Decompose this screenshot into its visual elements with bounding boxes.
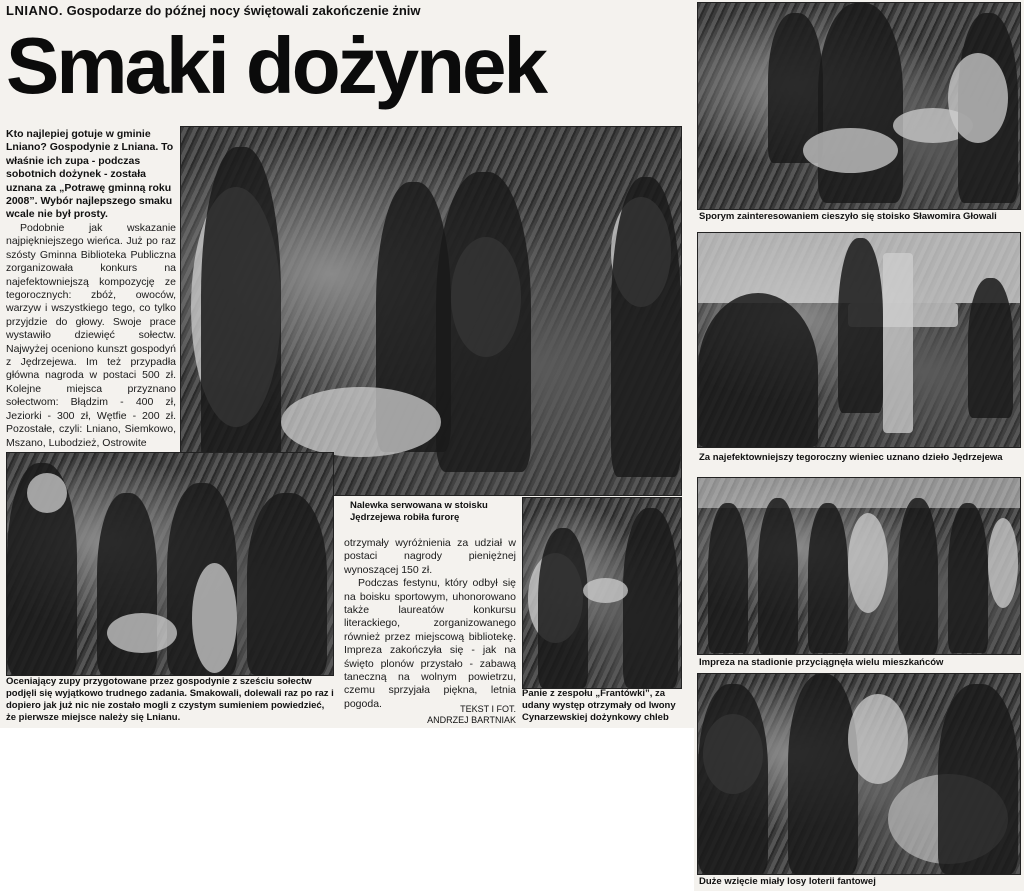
body-paragraph-1: Podobnie jak wskazanie najpiękniejszego wieńca. Już po raz szósty Gminna Biblioteka Publiczna zorganizowała konkurs na najefektowniejszą kompozycję ze tegorocznych: zbóż, owoców, warzyw i wszystkiego tego, co tylko przyjdzie do głowy. Swoje prace wystawiło dziewięć sołectw. Najwyżej oceniono kunszt gospodyń z Jędrzejewa. Im też przypadła główna nagroda w postaci 500 zł. Kolejne miejsca przyznano sołectwom: Błądzim - 400 zł, Jeziorki - 300 zł, Wętfie - 200 zł. Pozostałe, czyli: Lniano, Siemkowo, Mszano, Lubodzież, Ostrowite [6,222,176,449]
caption-wieniec: Za najefektowniejszy tegoroczny wieniec uznano dzieło Jędrzejewa [699,452,1003,463]
photo-highlight [27,473,67,513]
photo-figure [968,278,1013,418]
photo-highlight [948,53,1008,143]
body-paragraph-3: Podczas festynu, który odbył się na boisku sportowym, uhonorowano także laureatów konkursu literackiego, zorganizowanego również przez miejscową bibliotekę. Impreza zakończyła się - jak na święto plonów przystało - zabawą taneczną na wolnym powietrzu, czemu sprzyjała piękna, letnia pogoda. [344,577,516,710]
photo-highlight [107,613,177,653]
caption-soup-judges: Oceniający zupy przygotowane przez gospodynie z sześciu sołectw podjęli się wyjątkowo trudnego zadania. Smakowali, dolewali raz po raz i dopiero jak już nic nie zostało mogli z czystym sumieniem powiedzieć, że pierwsze miejsce należy się Lnianu. [6,676,334,723]
photo-frantowki [522,497,682,689]
photo-figure [758,498,798,654]
caption-nalewka: Nalewka serwowana w stoisku Jędrzejewa robiła furorę [350,500,488,523]
header-kicker [6,3,696,19]
credit [400,704,516,726]
photo-soup-stand [180,126,682,496]
photo-figure [698,684,768,874]
photo-highlight [848,694,908,784]
caption-loteria: Duże wzięcie miały losy loterii fantowej [699,876,876,887]
photo-drums-stand [697,2,1021,210]
photo-figure [788,674,858,874]
body-paragraph-2: otrzymały wyróżnienia za udział w postaci nagrody pieniężnej wynoszącej 150 zł. [344,537,516,576]
photo-figure [808,503,848,653]
caption-frantowki: Panie z zespołu „Frantówki”, za udany występ otrzymały od Iwony Cynarzewskiej dożynkowy chleb [522,688,676,723]
photo-lottery [697,673,1021,875]
photo-figure [611,177,681,477]
credit-author: ANDRZEJ BARTNIAK [427,715,516,725]
photo-figure [938,684,1018,874]
headline: Smaki dożynek [6,21,546,110]
body-column-2 [344,537,516,711]
photo-figure [948,503,988,653]
photo-soup-judges [6,452,334,676]
wreath-shape [698,293,818,447]
credit-label: TEKST I FOT. [460,704,516,714]
photo-figure [247,493,327,675]
photo-highlight [583,578,628,603]
photo-highlight [192,563,237,673]
photo-highlight [281,387,441,457]
photo-figure [838,238,883,413]
photo-highlight [988,518,1018,608]
photo-figure [623,508,678,688]
photo-stadium-crowd [697,477,1021,655]
drum-top [803,128,898,173]
lead-paragraph: Kto najlepiej gotuje w gminie Lniano? Gospodynie z Lniana. To właśnie ich zupa - podczas sobotnich dożynek - została uznana za „Potrawę gminną roku 2008”. Wybór najlepszego smaku wcale nie był prosty. [6,128,174,221]
kicker-text: Gospodarze do późnej nocy świętowali zakończenie żniw [66,3,421,18]
place-label: LNIANO. [6,3,63,18]
caption-stadion: Impreza na stadionie przyciągnęła wielu mieszkańców [699,657,944,668]
photo-highlight [848,513,888,613]
wreath-cross [883,253,913,433]
caption-glowala: Sporym zainteresowaniem cieszyło się stoisko Sławomira Głowali [699,211,997,222]
body-column-1 [6,222,176,450]
photo-harvest-wreath [697,232,1021,448]
photo-figure [201,147,281,477]
photo-figure [708,503,748,653]
photo-figure [818,3,903,203]
photo-figure [538,528,588,688]
photo-figure [436,172,531,472]
photo-figure [898,498,938,654]
